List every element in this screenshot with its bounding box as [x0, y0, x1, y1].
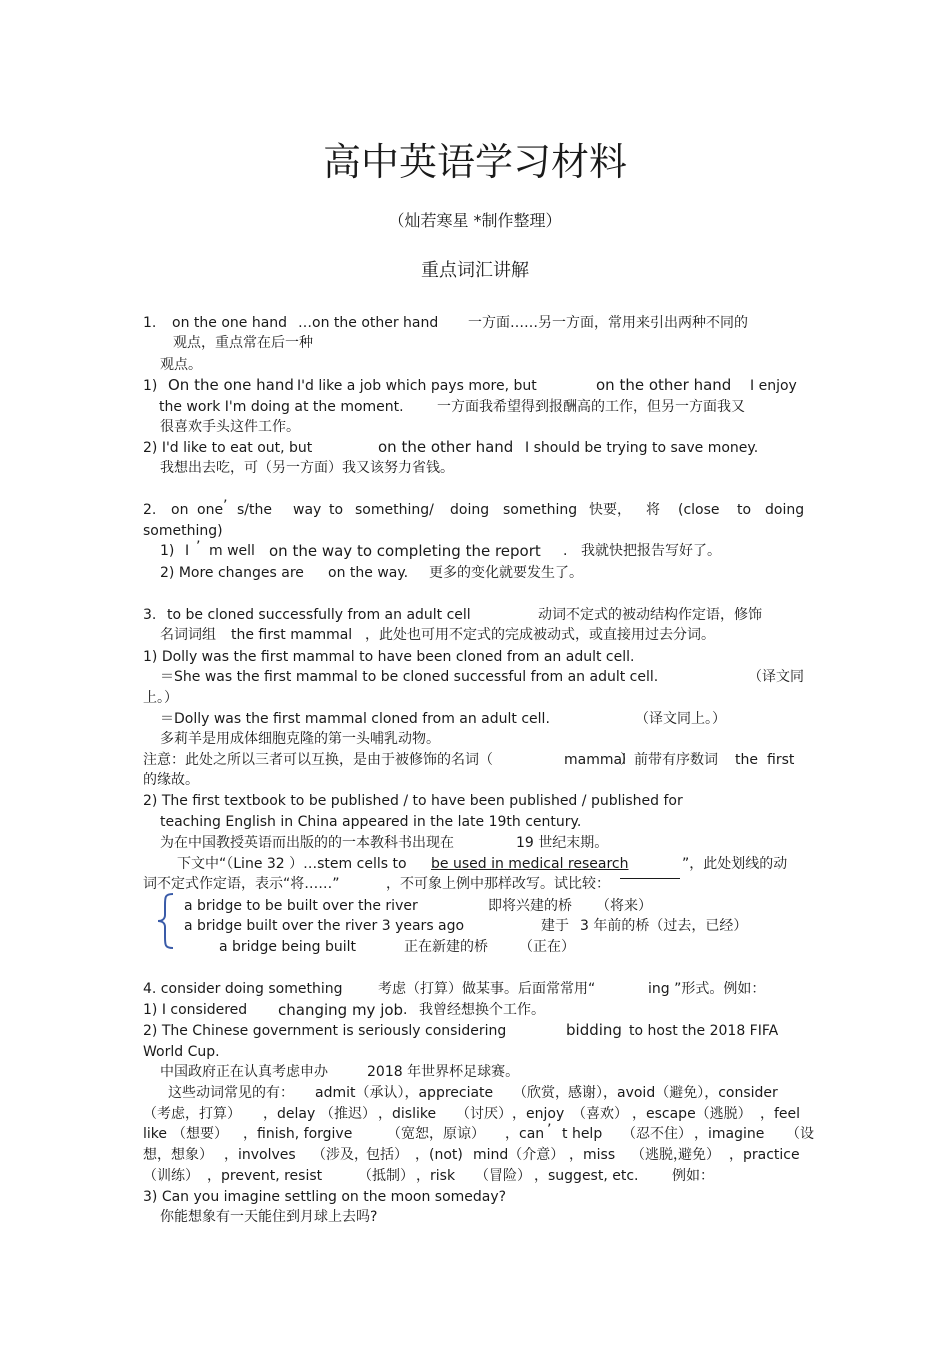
text-run: 正在新建的桥 [404, 939, 488, 955]
text-run: 下文中“（Line 32 ）…stem cells to [177, 856, 407, 872]
text-run: 4. consider doing something [143, 981, 343, 997]
text-run: on the other hand [596, 376, 732, 394]
text-run: ，不可象上例中那样改写。试比较： [386, 876, 610, 892]
brace-icon [156, 893, 176, 949]
text-run: 多莉羊是用成体细胞克隆的第一头哺乳动物。 [160, 731, 440, 747]
text-run: to [737, 502, 752, 518]
text-run: 2) More changes are [160, 565, 304, 581]
text-run: ，enjoy [512, 1106, 565, 1122]
text-run: ，escape（逃脱） [632, 1106, 752, 1122]
text-run: 包括） [366, 1147, 408, 1163]
text-run: ，risk [416, 1168, 456, 1184]
text-run: 上。） [143, 690, 178, 706]
text-run: 一方面……另一方面，常用来引出两种不同的 [468, 315, 748, 331]
section-heading: 重点词汇讲解 [421, 260, 529, 281]
text-run: 观点。 [160, 357, 202, 373]
text-run: 避免） [678, 1147, 720, 1163]
text-run: first [767, 752, 795, 768]
text-run: a bridge to be built over the river [184, 898, 418, 914]
text-run: admit（承认），appreciate [315, 1085, 494, 1101]
text-run: （抵制） [358, 1168, 414, 1184]
page-title: 高中英语学习材料 [322, 140, 627, 184]
text-run: 2) The first textbook to be published / to have been published / published for [143, 793, 683, 809]
text-run: 考虑（打算）做某事。后面常常用“ [378, 981, 596, 997]
text-run: 名词词组 [160, 627, 216, 643]
text-run: 2) The Chinese government is seriously considering [143, 1023, 507, 1039]
text-run: on the way to completing the report [269, 542, 541, 560]
text-run: a bridge being built [219, 939, 357, 955]
text-run: 2) I'd like to eat out, but [143, 440, 313, 456]
text-run: 的缘故。 [143, 772, 199, 788]
text-run: the [735, 752, 758, 768]
text-run: 注意：此处之所以三者可以互换，是由于被修饰的名词（ [143, 752, 493, 768]
text-run: 3. [143, 607, 157, 623]
text-run: World Cup. [143, 1044, 220, 1060]
text-run: ，suggest, etc. [534, 1168, 639, 1184]
text-run: （涉及， [312, 1147, 368, 1163]
text-run: ＝She was the first mammal to be cloned successful from an adult cell. [160, 669, 659, 685]
text-run: （想要） [172, 1126, 228, 1142]
text-run: ，prevent, resist [207, 1168, 323, 1184]
text-run: ，dislike [378, 1106, 437, 1122]
text-run: teaching English in China appeared in the late 19th century. [160, 814, 582, 830]
text-run: 2018 年世界杯足球赛。 [367, 1064, 520, 1080]
text-run: ，miss [569, 1147, 616, 1163]
text-run: to [329, 502, 344, 518]
text-run: 3) Can you imagine settling on the moon someday? [143, 1189, 507, 1205]
text-run: ，(not) [415, 1147, 463, 1163]
text-run: （考虑，打算） [143, 1106, 241, 1122]
text-run: 想，想象） [143, 1147, 213, 1163]
text-run: （设 [786, 1126, 814, 1142]
text-run: （训练） [143, 1168, 199, 1184]
text-run: ’ [196, 539, 201, 555]
text-run: ，practice [729, 1147, 800, 1163]
text-run: ）前带有序数词 [620, 752, 718, 768]
text-run: one [197, 502, 224, 518]
text-run: 我曾经想换个工作。 [419, 1002, 545, 1018]
text-run: 观点，重点常在后一种 [173, 335, 313, 351]
text-run: 1) I considered [143, 1002, 248, 1018]
text-run: ing ”形式。例如： [648, 981, 766, 997]
text-run: 快要， [589, 502, 631, 518]
text-run: doing [450, 502, 490, 518]
text-run: the first mammal [231, 627, 353, 643]
text-run: 1) Dolly was the first mammal to have been cloned from an adult cell. [143, 649, 635, 665]
text-run: I enjoy [750, 378, 797, 394]
text-run: 建于 [541, 918, 569, 934]
text-run: . [563, 543, 568, 559]
text-run: ，involves [224, 1147, 296, 1163]
text-run: I should be trying to save money. [525, 440, 759, 456]
text-run: On the one hand [168, 376, 294, 394]
text-run: mind（介意） [473, 1147, 565, 1163]
text-run: (close [678, 502, 720, 518]
text-run: t help [562, 1126, 603, 1142]
text-run: I'd like a job which pays more, but [297, 378, 537, 394]
text-run: ，finish, forgive [243, 1126, 353, 1142]
text-run: 这些动词常见的有： [168, 1085, 294, 1101]
text-run: 2. [143, 502, 157, 518]
text-run: ，此处也可用不定式的完成被动式，或直接用过去分词。 [365, 627, 715, 643]
text-run: 3 年前的桥（过去，已经） [580, 918, 748, 934]
text-run: （讨厌） [456, 1106, 512, 1122]
text-run: 为在中国教授英语而出版的的一本教科书出现在 [160, 835, 454, 851]
text-run: （喜欢） [572, 1106, 628, 1122]
text-run: on the other hand [378, 438, 514, 456]
text-run: ，feel [760, 1106, 801, 1122]
text-run: on the one hand [172, 315, 288, 331]
text-run: 例如： [672, 1168, 714, 1184]
text-run: the work I'm doing at the moment. [159, 399, 404, 415]
text-run: ’ [223, 498, 228, 514]
text-run: 我就快把报告写好了。 [581, 543, 721, 559]
text-run: （逃脱， [631, 1147, 687, 1163]
text-run: 感谢），avoid（避免），consider [568, 1085, 778, 1101]
text-run: to be cloned successfully from an adult cell [167, 607, 471, 623]
text-run: s/the [237, 502, 272, 518]
text-run: 1. [143, 315, 157, 331]
text-run: to host the 2018 FIFA [629, 1023, 779, 1039]
text-run: …on the other hand [298, 315, 439, 331]
text-run: 动词不定式的被动结构作定语，修饰 [538, 607, 762, 623]
text-run: like [143, 1126, 168, 1142]
text-run: something [503, 502, 578, 518]
text-run: 一方面我希望得到报酬高的工作，但另一方面我又 [437, 399, 745, 415]
text-run: （宽恕，原谅） [387, 1126, 485, 1142]
text-run: changing my job [278, 1001, 404, 1019]
text-run: ，imagine [694, 1126, 765, 1142]
text-run: something) [143, 523, 223, 539]
underlined-phrase: be used in medical research [431, 856, 629, 872]
text-run: （冒险） [475, 1168, 531, 1184]
text-run: （欣赏， [513, 1085, 569, 1101]
text-run: ，delay [263, 1106, 316, 1122]
text-run: 将 [646, 502, 660, 518]
text-run: 很喜欢手头这件工作。 [160, 419, 300, 435]
text-run: I [185, 543, 190, 559]
text-run: （正在） [519, 939, 575, 955]
text-run: （将来） [596, 898, 652, 914]
text-run: ”，此处划线的动 [682, 856, 788, 872]
text-run: m well [209, 543, 255, 559]
text-run: 中国政府正在认真考虑申办 [160, 1064, 328, 1080]
text-run: （译文同 [748, 669, 804, 685]
text-run: 你能想象有一天能住到月球上去吗? [160, 1209, 378, 1225]
text-run: . [403, 1002, 408, 1018]
text-run: （推迟） [320, 1106, 376, 1122]
text-run: 即将兴建的桥 [488, 898, 572, 914]
underline-blank [620, 878, 680, 879]
text-run: ＝Dolly was the first mammal cloned from an adult cell. [160, 711, 550, 727]
text-run: （忍不住） [622, 1126, 692, 1142]
text-run: ’ [547, 1122, 552, 1138]
text-run: （译文同上。） [635, 711, 726, 727]
text-run: doing [765, 502, 805, 518]
text-run: on [171, 502, 189, 518]
text-run: on the way. [328, 565, 409, 581]
text-run: 1) [143, 378, 158, 394]
page-subtitle: （灿若寒星 *制作整理） [388, 211, 562, 230]
text-run: bidding [566, 1021, 622, 1039]
text-run: 词不定式作定语，表示“将……” [143, 876, 340, 892]
text-run: way [293, 502, 322, 518]
text-run: mammal [564, 752, 626, 768]
text-run: ，can [505, 1126, 545, 1142]
text-run: 我想出去吃，可（另一方面）我又该努力省钱。 [160, 460, 454, 476]
text-run: a bridge built over the river 3 years ago [184, 918, 465, 934]
text-run: 1) [160, 543, 175, 559]
text-run: 更多的变化就要发生了。 [429, 565, 583, 581]
text-run: something/ [355, 502, 434, 518]
text-run: 19 世纪末期。 [516, 835, 609, 851]
